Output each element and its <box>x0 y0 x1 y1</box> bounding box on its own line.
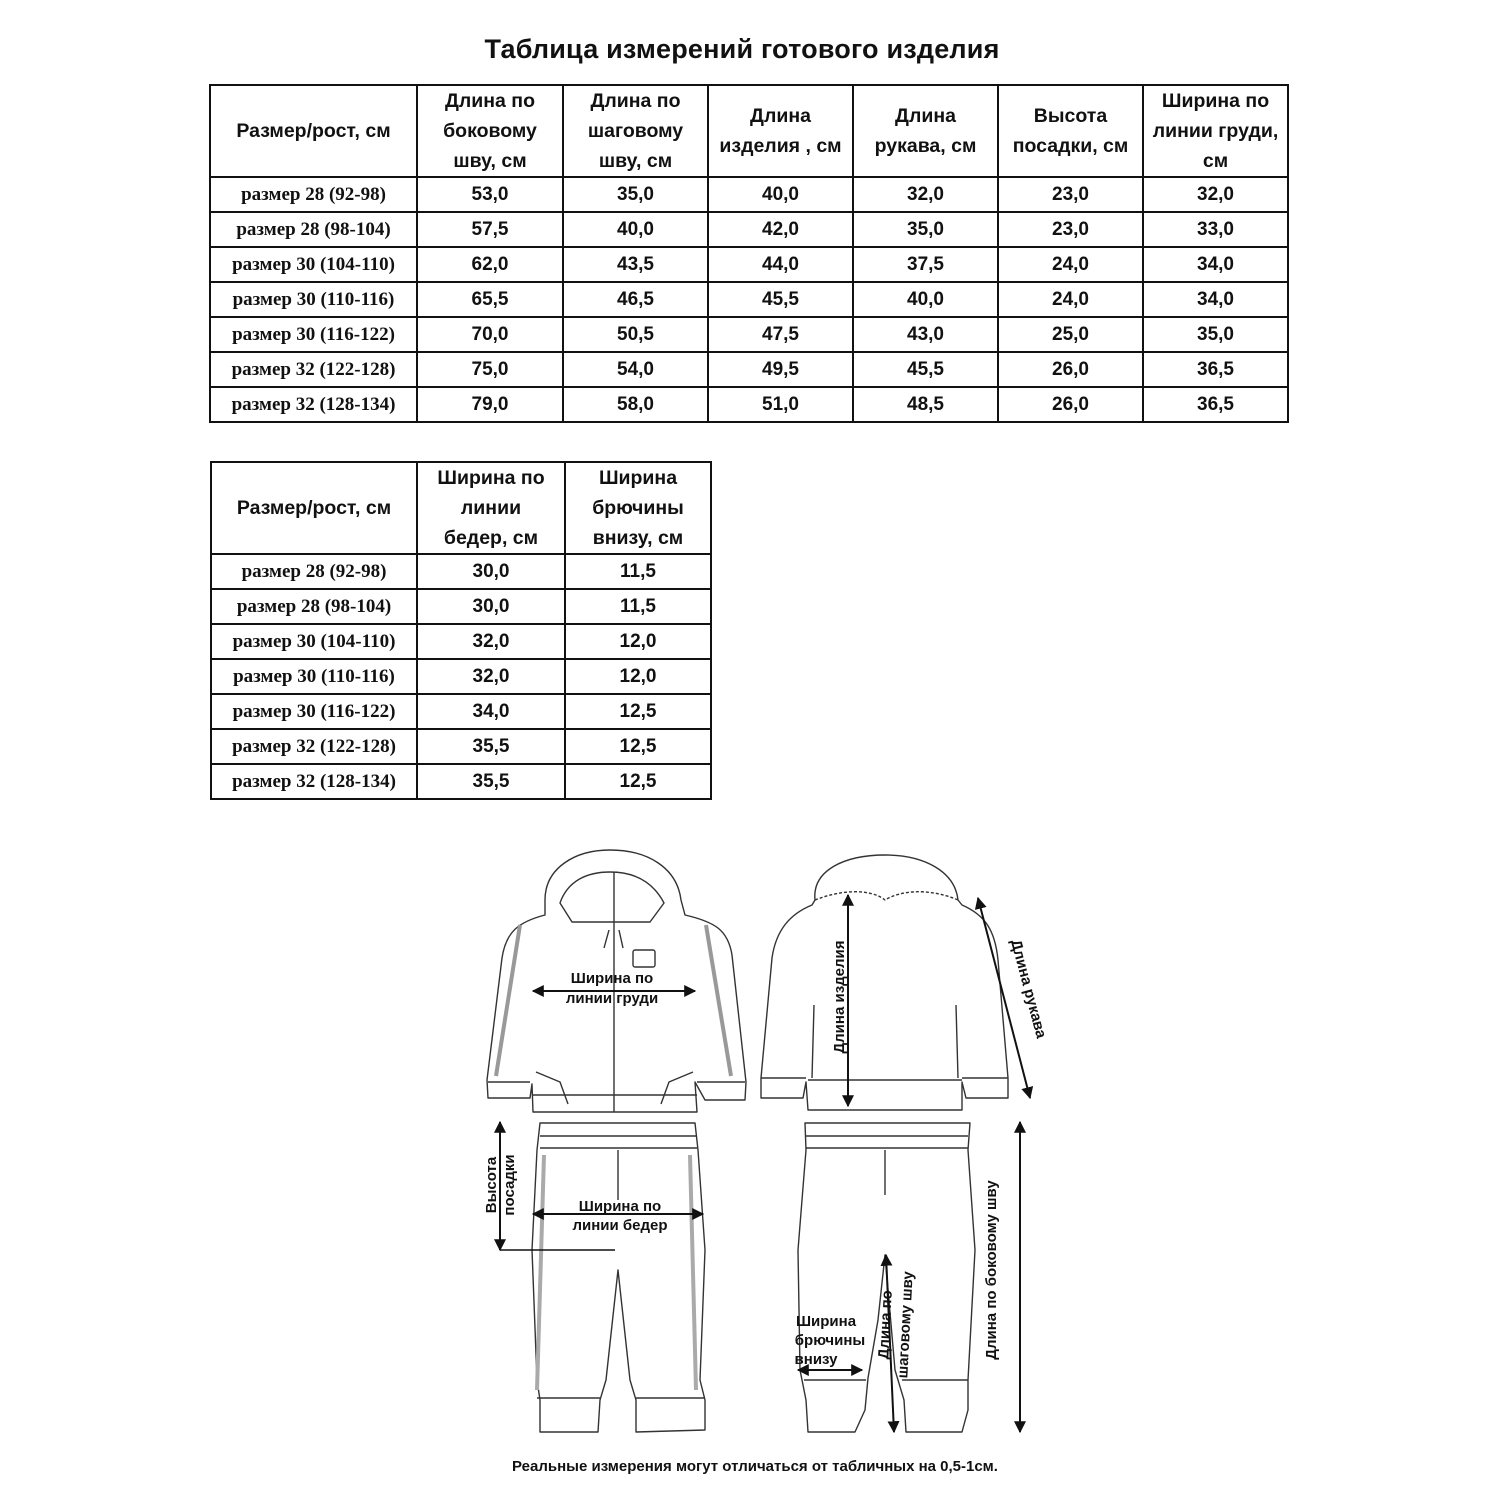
table-cell: 70,0 <box>417 317 563 352</box>
table-cell: 54,0 <box>563 352 708 387</box>
table-cell: 25,0 <box>998 317 1143 352</box>
chest-width-label-line1: Ширина по <box>570 970 654 987</box>
column-header: Высота посадки, см <box>998 85 1143 177</box>
table-cell: 40,0 <box>563 212 708 247</box>
table-cell: 34,0 <box>1143 247 1288 282</box>
table-cell: 79,0 <box>417 387 563 422</box>
table-cell: 45,5 <box>853 352 998 387</box>
table-cell: 42,0 <box>708 212 853 247</box>
table-cell: 50,5 <box>563 317 708 352</box>
leg-bottom-width-label-line3: внизу <box>794 1351 838 1368</box>
table-cell: 36,5 <box>1143 352 1288 387</box>
pants-front-sketch <box>532 1123 705 1432</box>
table-cell: 12,0 <box>565 624 711 659</box>
size-cell: размер 32 (128-134) <box>211 764 417 799</box>
size-cell: размер 30 (110-116) <box>211 659 417 694</box>
table-cell: 51,0 <box>708 387 853 422</box>
size-cell: размер 28 (92-98) <box>211 554 417 589</box>
table-cell: 49,5 <box>708 352 853 387</box>
table-cell: 12,5 <box>565 764 711 799</box>
column-header: Длина рукава, см <box>853 85 998 177</box>
column-header: Размер/рост, см <box>210 85 417 177</box>
table-cell: 34,0 <box>1143 282 1288 317</box>
table-cell: 43,5 <box>563 247 708 282</box>
table-cell: 45,5 <box>708 282 853 317</box>
size-cell: размер 28 (98-104) <box>210 212 417 247</box>
table-cell: 62,0 <box>417 247 563 282</box>
size-cell: размер 28 (92-98) <box>210 177 417 212</box>
table-cell: 43,0 <box>853 317 998 352</box>
size-cell: размер 32 (122-128) <box>210 352 417 387</box>
table-cell: 30,0 <box>417 554 565 589</box>
table-cell: 11,5 <box>565 589 711 624</box>
table-cell: 12,5 <box>565 694 711 729</box>
page-title: Таблица измерений готового изделия <box>484 34 1000 64</box>
size-cell: размер 30 (104-110) <box>211 624 417 659</box>
table-cell: 35,0 <box>853 212 998 247</box>
table-cell: 23,0 <box>998 212 1143 247</box>
column-header: Длина по шаговому шву, см <box>563 85 708 177</box>
inseam-length-label-line1: Длина по <box>875 1289 896 1360</box>
table-cell: 33,0 <box>1143 212 1288 247</box>
side-seam-length-label: Длина по боковому шву <box>983 1180 1000 1360</box>
table-cell: 35,5 <box>417 729 565 764</box>
size-cell: размер 32 (122-128) <box>211 729 417 764</box>
table-cell: 26,0 <box>998 352 1143 387</box>
hip-width-label-line1: Ширина по <box>578 1198 662 1215</box>
pants-front-stripes <box>537 1155 696 1390</box>
column-header: Ширина по линии груди, см <box>1143 85 1288 177</box>
column-header: Ширина брючины внизу, см <box>565 462 711 554</box>
table-cell: 58,0 <box>563 387 708 422</box>
inseam-length-label-line2: шаговому шву <box>894 1270 917 1379</box>
size-cell: размер 32 (128-134) <box>210 387 417 422</box>
table-cell: 57,5 <box>417 212 563 247</box>
table-cell: 37,5 <box>853 247 998 282</box>
sleeve-length-label: Длина рукава <box>1006 937 1050 1041</box>
table-cell: 34,0 <box>417 694 565 729</box>
table-cell: 12,0 <box>565 659 711 694</box>
table-cell: 48,5 <box>853 387 998 422</box>
table-cell: 26,0 <box>998 387 1143 422</box>
table-cell: 40,0 <box>708 177 853 212</box>
hip-width-label-line2: линии бедер <box>572 1217 668 1234</box>
size-cell: размер 30 (116-122) <box>210 317 417 352</box>
table-cell: 12,5 <box>565 729 711 764</box>
table-cell: 32,0 <box>417 624 565 659</box>
table-cell: 23,0 <box>998 177 1143 212</box>
table-cell: 24,0 <box>998 247 1143 282</box>
chest-width-label-line2: линии груди <box>565 990 659 1007</box>
size-cell: размер 30 (110-116) <box>210 282 417 317</box>
table-cell: 75,0 <box>417 352 563 387</box>
table-cell: 32,0 <box>853 177 998 212</box>
table-cell: 24,0 <box>998 282 1143 317</box>
leg-bottom-width-label-line2: брючины <box>794 1332 866 1349</box>
table-cell: 35,0 <box>563 177 708 212</box>
table-cell: 44,0 <box>708 247 853 282</box>
column-header: Размер/рост, см <box>211 462 417 554</box>
leg-bottom-width-label-line1: Ширина <box>795 1313 857 1330</box>
rise-height-label-line2: посадки <box>501 1154 518 1216</box>
table-cell: 47,5 <box>708 317 853 352</box>
column-header: Длина изделия , см <box>708 85 853 177</box>
size-cell: размер 28 (98-104) <box>211 589 417 624</box>
table-cell: 32,0 <box>417 659 565 694</box>
hoodie-back-sketch <box>761 855 1008 1110</box>
rise-height-label-line1: Высота <box>483 1156 500 1214</box>
footnote: Реальные измерения могут отличаться от табличных на 0,5-1см. <box>512 1458 998 1475</box>
table-cell: 11,5 <box>565 554 711 589</box>
table-cell: 30,0 <box>417 589 565 624</box>
table-cell: 35,5 <box>417 764 565 799</box>
column-header: Длина по боковому шву, см <box>417 85 563 177</box>
table-cell: 53,0 <box>417 177 563 212</box>
table-cell: 35,0 <box>1143 317 1288 352</box>
table-cell: 40,0 <box>853 282 998 317</box>
size-cell: размер 30 (104-110) <box>210 247 417 282</box>
table-cell: 32,0 <box>1143 177 1288 212</box>
table-cell: 46,5 <box>563 282 708 317</box>
table-cell: 65,5 <box>417 282 563 317</box>
product-length-label: Длина изделия <box>831 940 848 1054</box>
size-cell: размер 30 (116-122) <box>211 694 417 729</box>
column-header: Ширина по линии бедер, см <box>417 462 565 554</box>
table-cell: 36,5 <box>1143 387 1288 422</box>
